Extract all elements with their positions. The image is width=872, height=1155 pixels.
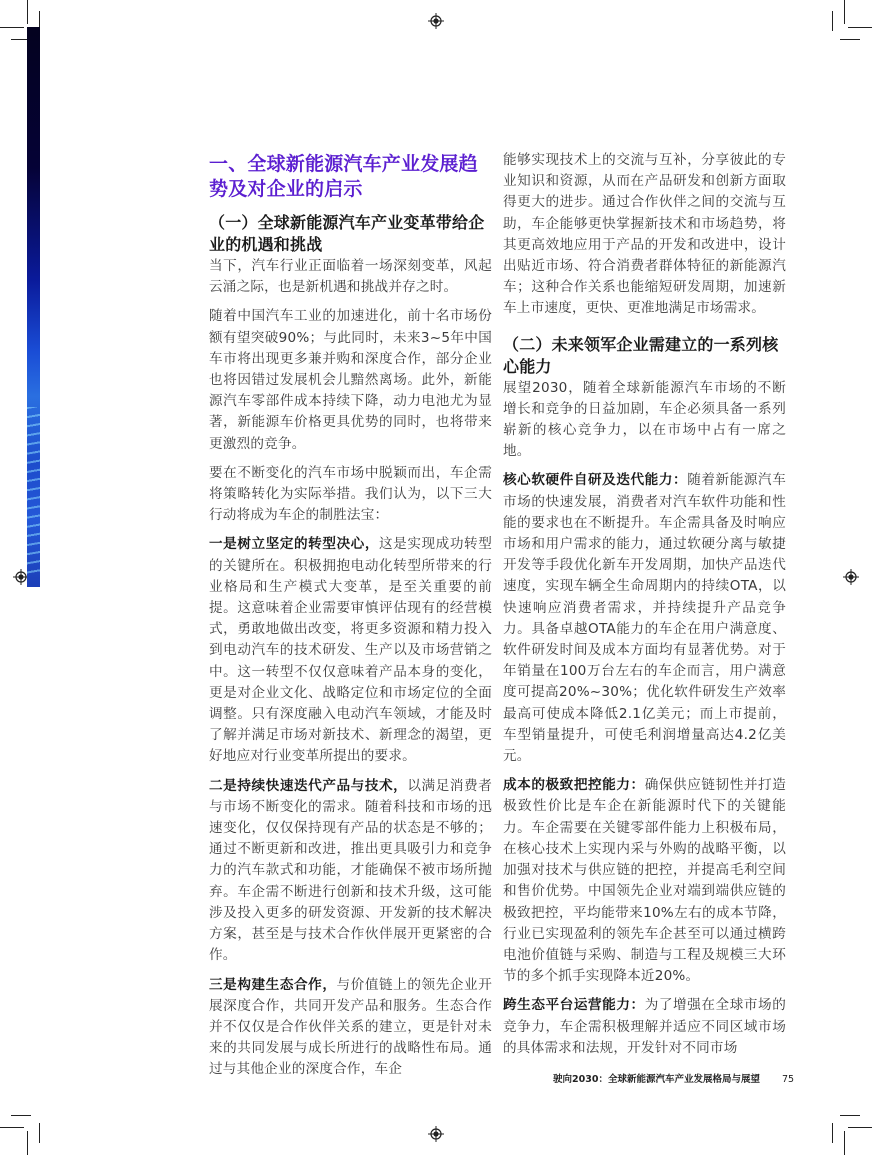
crop-mark <box>844 1131 845 1155</box>
subsection-1-title: （一）全球新能源汽车产业变革带给企业的机遇和挑战 <box>209 213 485 254</box>
registration-mark-icon <box>428 13 444 29</box>
page-footer <box>553 1071 794 1085</box>
crop-mark <box>0 1127 24 1128</box>
action-2-paragraph: 二是持续快速迭代产品与技术，以满足消费者与市场不断变化的需求。随着科技和市场的迅速变化，仅仅保持现有产品的状态是不够的；通过不断更新和改进，推出更具吸引力和竞争力的汽车款式和功能，才能确保不被市场所抛弃。车企需不断进行创新和技术升级，这可能涉及投入更多的研发资源、开发新的技术解决方案，甚至是与技术合作伙伴展开更紧密的合作。 <box>209 777 492 964</box>
crop-mark <box>840 1115 860 1116</box>
capability-1-paragraph: 核心软硬件自研及迭代能力：随着新能源汽车市场的快速发展，消费者对汽车软件功能和性能的要求也在不断提升。车企需具备及时响应市场和用户需求的能力，通过软硬分离与敏捷开发等手段优化新车开发周期，加快产品迭代速度，实现车辆全生命周期内的持续OTA，以快速响应消费者需求，并持续提升产品竞争力。具备卓越OTA能力的车企在用户满意度、软件研发时间及成本方面均有显著优势。对于年销量在100万台左右的车企而言，用户满意度可提高20%~30%；优化软件研发生产效率最高可使成本降低2.1亿美元；而上市提前，车型销量提升，可使毛利润增量高达4.2亿美元。 <box>503 472 786 765</box>
crop-mark <box>27 1131 28 1155</box>
crop-mark <box>27 0 28 24</box>
crop-mark <box>840 39 860 40</box>
section-title: 一、全球新能源汽车产业发展趋势及对企业的启示 <box>209 153 478 200</box>
crop-mark <box>848 27 872 28</box>
action-1-lead: 一是树立坚定的转型决心， <box>209 536 380 553</box>
crop-mark <box>39 1123 40 1143</box>
crop-mark <box>0 27 24 28</box>
registration-mark-icon <box>428 1126 444 1142</box>
subsection-2-title: （二）未来领军企业需建立的一系列核心能力 <box>503 334 779 376</box>
crop-mark <box>832 11 833 31</box>
capability-1-lead: 核心软硬件自研及迭代能力： <box>503 472 688 489</box>
capability-2-paragraph: 成本的极致把控能力：确保供应链韧性并打造极致性价比是车企在新能源时代下的关键能力。车企需要在关键零部件能力上积极布局，在核心技术上实现内采与外购的战略平衡，以加强对技术与供应链的把控，并提高毛利空间和售价优势。中国领先企业对端到端供应链的极致把控，平均能带来10%左右的成本节降，行业已实现盈利的领先车企甚至可以通过横跨电池价值链与采购、制造与工程及规模三大环节的多个抓手实现降本近20%。 <box>503 777 786 985</box>
action-3-paragraph: 三是构建生态合作，与价值链上的领先企业开展深度合作，共同开发产品和服务。生态合作并不仅仅是合作伙伴关系的建立，更是针对未来的共同发展与成长所进行的战略性布局。通过与其他企业的深度合作，车企 <box>209 976 492 1078</box>
action-1-paragraph: 一是树立坚定的转型决心，这是实现成功转型的关键所在。积极拥抱电动化转型所带来的行业格局和生产模式大变革，是至关重要的前提。这意味着企业需要审慎评估现有的经营模式，勇敢地做出改变，将更多资源和精力投入到电动汽车的技术研发、生产以及市场营销之中。这一转型不仅仅意味着产品本身的变化，更是对企业文化、战略定位和市场定位的全面调整。只有深度融入电动汽车领域，才能及时了解并满足市场对新技术、新理念的渴望，更好地应对行业变革所提出的要求。 <box>209 536 492 765</box>
crop-mark <box>848 1127 872 1128</box>
publication-title: 驶向2030：全球新能源汽车产业发展格局与展望 <box>553 1074 760 1085</box>
crop-mark <box>11 1115 31 1116</box>
paragraph: 展望2030，随着全球新能源汽车市场的不断增长和竞争的日益加剧，车企必须具备一系列崭新的核心竞争力，以在市场中占有一席之地。 <box>503 379 786 460</box>
left-column <box>209 150 492 1089</box>
paragraph-continued: 能够实现技术上的交流与互补，分享彼此的专业知识和资源，从而在产品研发和创新方面取得更大的进步。通过合作伙伴之间的交流与互助，车企能够更快掌握新技术和市场趋势，将其更高效地应用于产品的开发和改进中，设计出贴近市场、符合消费者群体特征的新能源汽车；这种合作关系也能缩短研发周期，加速新车上市速度，更快、更准地满足市场需求。 <box>503 152 786 317</box>
decorative-image-strip <box>27 27 40 587</box>
crop-mark <box>832 1123 833 1143</box>
capability-2-lead: 成本的极致把控能力： <box>503 777 645 794</box>
action-2-lead: 二是持续快速迭代产品与技术， <box>209 777 408 794</box>
paragraph: 要在不断变化的汽车市场中脱颖而出，车企需将策略转化为实际举措。我们认为，以下三大行动将成为车企的制胜法宝： <box>209 464 492 524</box>
crop-mark <box>844 0 845 24</box>
registration-mark-icon <box>843 569 859 585</box>
action-3-lead: 三是构建生态合作， <box>209 976 337 993</box>
right-column <box>503 150 786 1067</box>
paragraph: 随着中国汽车工业的加速进化，前十名市场份额有望突破90%；与此同时，未来3~5年中国车市将出现更多兼并购和深度合作，部分企业也将因错过发展机会儿黯然离场。此外，新能源汽车零部件成本持续下降，动力电池尤为显著，新能源车价格更具优势的同时，也将带来更激烈的竞争。 <box>209 308 492 452</box>
paragraph: 当下，汽车行业正面临着一场深刻变革，风起云涌之际，也是新机遇和挑战并存之时。 <box>209 258 492 296</box>
capability-3-paragraph: 跨生态平台运营能力：为了增强在全球市场的竞争力，车企需积极理解并适应不同区域市场的具体需求和法规，开发针对不同市场 <box>503 997 786 1056</box>
capability-3-lead: 跨生态平台运营能力： <box>503 997 645 1014</box>
page-number: 75 <box>781 1074 795 1085</box>
